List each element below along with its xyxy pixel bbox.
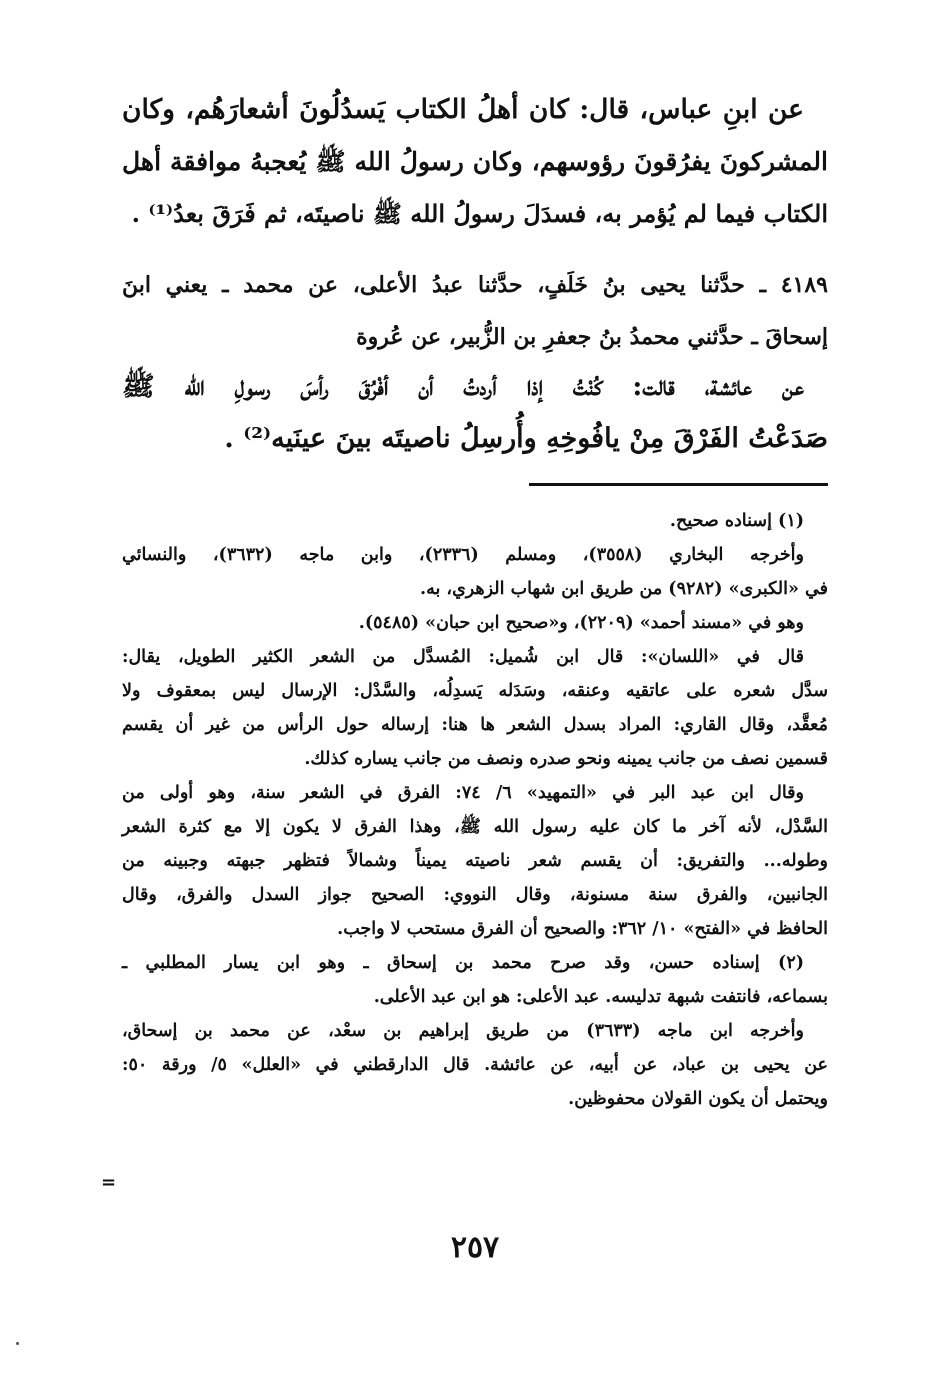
footnote-line: ويحتمل أن يكون القولان محفوظين. xyxy=(568,1089,828,1109)
hadith-isnad xyxy=(122,259,828,363)
footnote-line: وهو في «مسند أحمد» (٢٢٠٩)، و«صحيح ابن حبان» (٥٤٨٥). xyxy=(358,613,804,633)
footnote-line: الحافظ في «الفتح» ١٠/ ٣٦٢: والصحيح أن الفرق مستحب لا واجب. xyxy=(337,919,828,939)
footnote-line: بسماعه، فانتفت شبهة تدليسه. عبد الأعلى: هو ابن عبد الأعلى. xyxy=(373,987,828,1007)
text-line: عن عائشة، قالت: كُنْتُ إذا أردتُ أن أفْرُقَ رأسَ رسولِ الله ﷺ xyxy=(122,371,804,402)
footnote-separator xyxy=(529,483,828,486)
footnote-line: مُعقَّد، وقال القاري: المراد بسدل الشعر ها هنا: إرساله حول الرأس من غير أن يقسم xyxy=(122,715,828,735)
footnote-line: وطوله... والتفريق: أن يقسم شعر ناصيته يميناً وشمالاً فتظهر جبهته وجبينه من xyxy=(122,851,828,871)
text-line: ٤١٨٩ ـ حدَّثنا يحيى بنُ خَلَفٍ، حدَّثنا عبدُ الأعلى، عن محمد ـ يعني ابنَ xyxy=(122,272,828,298)
footnote-line: وقال ابن عبد البر في «التمهيد» ٦/ ٧٤: الفرق في الشعر سنة، وهو أولى من xyxy=(122,783,804,803)
footnote-line: قال في «اللسان»: قال ابن شُميل: المُسدَّل من الشعر الكثير الطويل، يقال: xyxy=(122,647,804,667)
main-paragraph-1 xyxy=(122,84,828,240)
text-line: إسحاقَ ـ حدَّثني محمدُ بنُ جعفرِ بن الزُّبير، عن عُروة xyxy=(356,324,828,350)
text-line: عن ابنِ عباس، قال: كان أهلُ الكتاب يَسدُلُونَ أشعارَهُم، وكان xyxy=(122,94,804,125)
page-number: ٢٥٧ xyxy=(450,1230,500,1265)
continuation-mark: = xyxy=(101,1172,117,1193)
text-line: صَدَعْتُ الفَرْقَ مِنْ يافُوخِهِ وأُرسِلُ ناصيتَه بينَ عينَيه⁽²⁾ . xyxy=(224,423,828,454)
text-line: الكتاب فيما لم يُؤمر به، فسدَلَ رسولُ الله ﷺ ناصيتَه، ثم فَرَقَ بعدُ⁽¹⁾ . xyxy=(131,199,828,228)
footnote-line: وأخرجه البخاري (٣٥٥٨)، ومسلم (٢٣٣٦)، وابن ماجه (٣٦٣٢)، والنسائي xyxy=(122,545,804,565)
footnotes xyxy=(122,504,828,1116)
footnote-line: السَّدْل، لأنه آخر ما كان عليه رسول الله ﷺ، وهذا الفرق لا يكون إلا مع كثرة الشعر xyxy=(122,817,828,837)
main-paragraph-2 xyxy=(122,361,828,465)
footnote-line: قسمين نصف من جانب يمينه ونحو صدره ونصف من جانب يساره كذلك. xyxy=(304,749,828,769)
footnote-line: سدَّل شعره على عاتقيه وعنقه، وسَدَله يَسدِلُه، والسَّدْل: الإرسال ليس بمعقوف ولا xyxy=(122,681,828,701)
scan-speck xyxy=(16,1342,19,1345)
text-line: المشركونَ يفرُقونَ رؤوسهم، وكان رسولُ الله ﷺ يُعجبهُ موافقة أهل xyxy=(122,147,828,176)
footnote-line: (٢) إسناده حسن، وقد صرح محمد بن إسحاق ـ وهو ابن يسار المطلبي ـ xyxy=(122,953,804,973)
footnote-line: وأخرجه ابن ماجه (٣٦٣٣) من طريق إبراهيم بن سعْد، عن محمد بن إسحاق، xyxy=(122,1021,804,1041)
footnote-line: (١) إسناده صحيح. xyxy=(669,511,804,531)
footnote-line: الجانبين، والفرق سنة مسنونة، وقال النووي: الصحيح جواز السدل والفرق، وقال xyxy=(122,885,828,905)
footnote-line: عن يحيى بن عباد، عن أبيه، عن عائشة. قال الدارقطني في «العلل» ٥/ ورقة ٥٠: xyxy=(122,1055,828,1075)
footnote-line: في «الكبرى» (٩٢٨٢) من طريق ابن شهاب الزهري، به. xyxy=(419,579,828,599)
